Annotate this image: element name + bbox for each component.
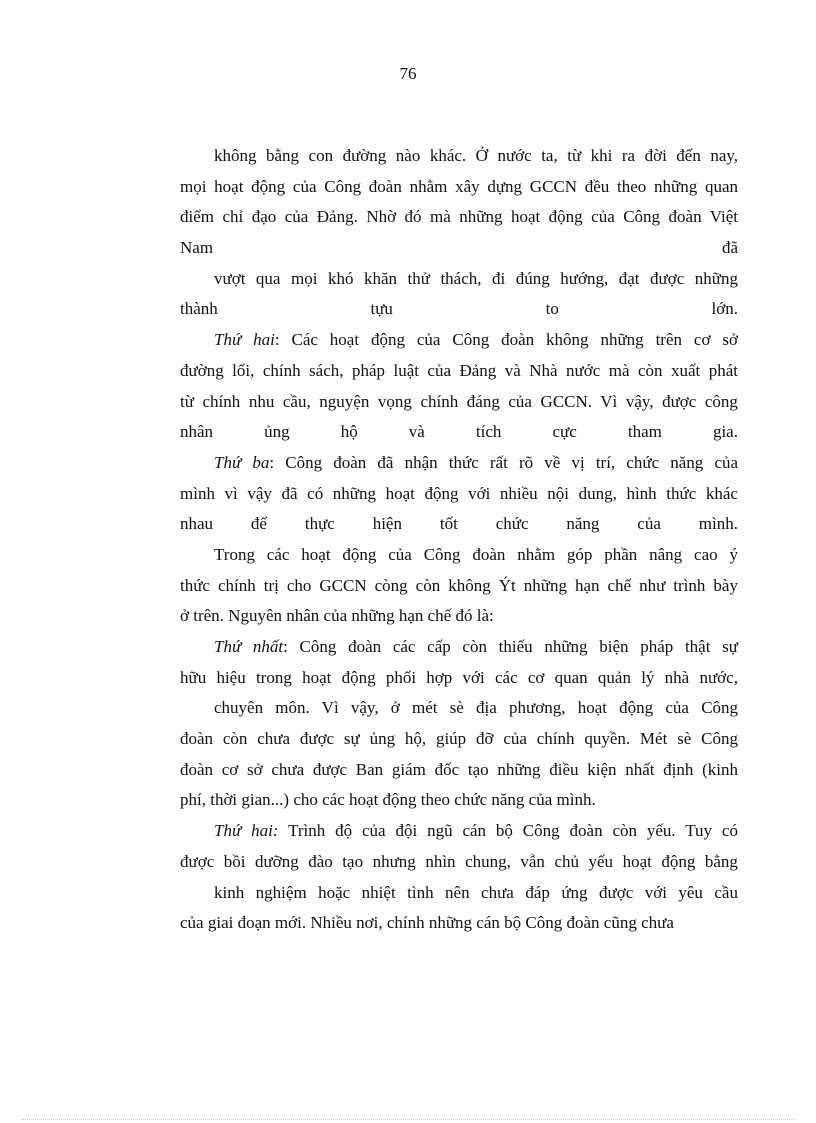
- text-line: [180, 878, 738, 909]
- word: nhau: [180, 514, 214, 534]
- word: thành: [180, 299, 218, 319]
- line-text: chuyên môn. Vì vậy, ở mét sè địa phương, hoạt động của Công: [214, 698, 739, 718]
- text-line: [180, 663, 738, 694]
- line-text: Trình độ của đội ngũ cán bộ Công đoàn còn yếu. Tuy có: [278, 821, 738, 841]
- text-line: [180, 571, 738, 602]
- word: tựu: [370, 299, 393, 319]
- line-text: điểm chỉ đạo của Đảng. Nhờ đó mà những hoạt động của Công đoàn Việt: [180, 207, 738, 227]
- word: lớn.: [711, 299, 738, 319]
- line-text: vượt qua mọi khó khăn thử thách, đi đúng hướng, đạt được những: [214, 268, 738, 288]
- text-line: [180, 417, 738, 448]
- text-line: [180, 141, 738, 172]
- line-text: thức chính trị cho GCCN còng còn không Ýt những hạn chế như trình bày: [180, 575, 738, 595]
- line-text: đường lối, chính sách, pháp luật của Đảng và Nhà nước mà còn xuất phát: [180, 360, 738, 380]
- word: năng: [566, 514, 600, 534]
- line-text: phí, thời gian...) cho các hoạt động theo chức năng của mình.: [180, 790, 596, 810]
- text-line: [180, 632, 738, 663]
- text-line: [180, 233, 738, 264]
- text-line: [180, 601, 738, 632]
- word: gia.: [712, 422, 738, 442]
- text-line: [180, 785, 738, 816]
- line-text: mọi hoạt động của Công đoàn nhằm xây dựng GCCN đều theo những quan: [180, 176, 739, 196]
- line-text: : Các hoạt động của Công đoàn không những trên cơ sở: [274, 330, 738, 350]
- word: tốt: [439, 514, 458, 534]
- text-line: [180, 724, 738, 755]
- word: đã: [721, 238, 738, 258]
- word: tham: [627, 422, 662, 442]
- text-line: [180, 479, 738, 510]
- text-line: [180, 847, 738, 878]
- word: Nam: [180, 238, 214, 258]
- text-line: [180, 693, 738, 724]
- word: tích: [475, 422, 502, 442]
- text-line: [180, 294, 738, 325]
- word: của: [637, 514, 661, 534]
- text-line: [180, 172, 738, 203]
- body-text: [180, 141, 738, 939]
- line-text: đoàn cơ sở chưa được Ban giám đốc tạo những điều kiện nhất định (kinh: [180, 759, 738, 779]
- section-label: Thứ hai: [214, 330, 275, 350]
- text-line: [180, 448, 738, 479]
- line-text: từ chính nhu cầu, nguyện vọng chính đáng của GCCN. Vì vậy, được công: [180, 391, 738, 411]
- word: chức: [495, 514, 529, 534]
- text-line: [180, 816, 738, 847]
- text-line: [180, 202, 738, 233]
- line-text: được bồi dưỡng đào tạo nhưng nhìn chung, vẫn chủ yếu hoạt động bằng: [180, 851, 738, 871]
- line-text: hữu hiệu trong hoạt động phối hợp với các cơ quan quản lý nhà nước,: [180, 667, 738, 687]
- word: để: [250, 514, 267, 534]
- line-text: đoàn còn chưa được sự ủng hộ, giúp đỡ của chính quyền. Mét sè Công: [180, 729, 738, 749]
- word: ủng: [264, 422, 290, 442]
- text-line: [180, 387, 738, 418]
- page-number: 76: [399, 64, 417, 83]
- text-line: [180, 356, 738, 387]
- line-text: ở trên. Nguyên nhân của những hạn chế đó là:: [180, 606, 494, 626]
- line-text: : Công đoàn các cấp còn thiếu những biện pháp thật sự: [283, 637, 738, 656]
- text-line: [180, 540, 738, 571]
- line-text: : Công đoàn đã nhận thức rất rõ về vị trí, chức năng của: [269, 452, 739, 472]
- line-text: không bằng con đường nào khác. Ở nước ta, từ khi ra đời đến nay,: [214, 146, 739, 165]
- page-bottom-border: [22, 1119, 794, 1120]
- line-text: của giai đoạn mới. Nhiều nơi, chính những cán bộ Công đoàn cũng chưa: [180, 913, 674, 933]
- word: và: [408, 422, 425, 442]
- line-text: Trong các hoạt động của Công đoàn nhằm góp phần nâng cao ý: [214, 544, 738, 564]
- section-label: Thứ ba: [214, 452, 270, 472]
- text-line: [180, 908, 738, 939]
- line-text: kinh nghiệm hoặc nhiệt tình nên chưa đáp ứng được với yêu cầu: [214, 882, 738, 902]
- text-line: [180, 509, 738, 540]
- text-line: [180, 264, 738, 295]
- section-label: Thứ hai:: [214, 821, 279, 841]
- word: mình.: [698, 514, 738, 534]
- text-line: [180, 755, 738, 786]
- word: hộ: [340, 422, 358, 442]
- word: thực: [304, 514, 335, 534]
- word: to: [545, 299, 559, 319]
- section-label: Thứ nhất: [214, 637, 284, 656]
- word: cực: [552, 422, 577, 442]
- line-text: mình vì vậy đã có những hoạt động với nhiều nội dung, hình thức khác: [180, 483, 738, 503]
- word: hiện: [372, 514, 402, 534]
- text-line: [180, 325, 738, 356]
- word: nhân: [180, 422, 214, 442]
